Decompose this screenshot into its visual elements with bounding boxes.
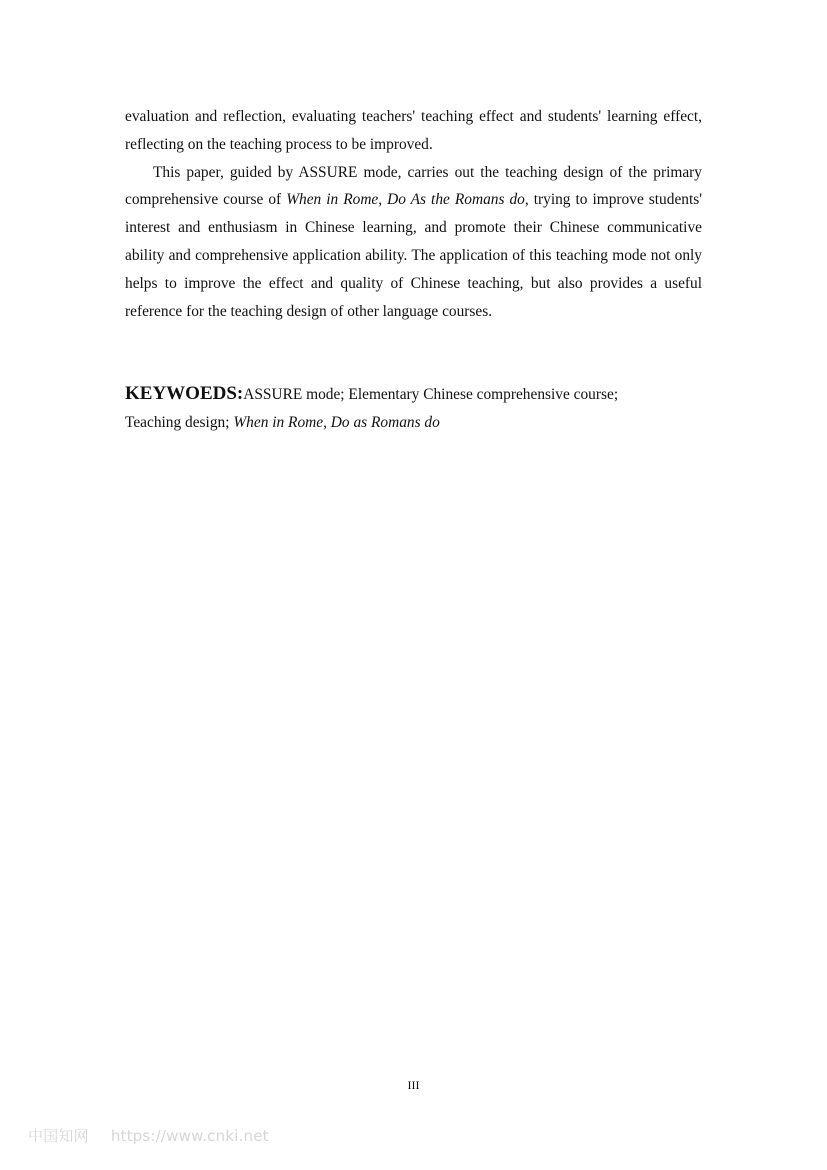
page-number: III (407, 1078, 420, 1092)
paragraph-text-end: , trying to improve students' interest and enthusiasm in Chinese learning, and promote their Chinese communicative ability and comprehensive application ability. The application of this teaching mode not only helps to improve the effect and quality of Chinese teaching, but also provides a useful reference for the teaching design of other language courses. (125, 191, 703, 320)
watermark-cn: 中国知网 (28, 1127, 89, 1145)
keywords-text: ASSURE mode; Elementary Chinese comprehensive course; (243, 386, 619, 403)
keywords-text-2: Teaching design; (125, 414, 234, 431)
keywords-block (125, 380, 725, 437)
paragraph-continuation: evaluation and reflection, evaluating teachers' teaching effect and students' learning effect, reflecting on the teaching process to be improved. (125, 108, 702, 153)
lesson-title: When in Rome, Do As the Romans do (286, 191, 525, 209)
keywords-title: When in Rome, Do as Romans do (233, 414, 440, 431)
keywords-line-2 (125, 409, 725, 437)
watermark-url: https://www.cnki.net (110, 1127, 269, 1145)
keywords-line-1 (125, 380, 725, 409)
keywords-label: KEYWOEDS: (125, 383, 244, 404)
paragraph-text-start: This paper, guided by ASSURE mode, carries out the teaching design of the primary comprehensive course of (125, 163, 702, 209)
watermark (28, 1125, 269, 1146)
paragraph-main (125, 159, 702, 326)
abstract-body (125, 103, 702, 325)
